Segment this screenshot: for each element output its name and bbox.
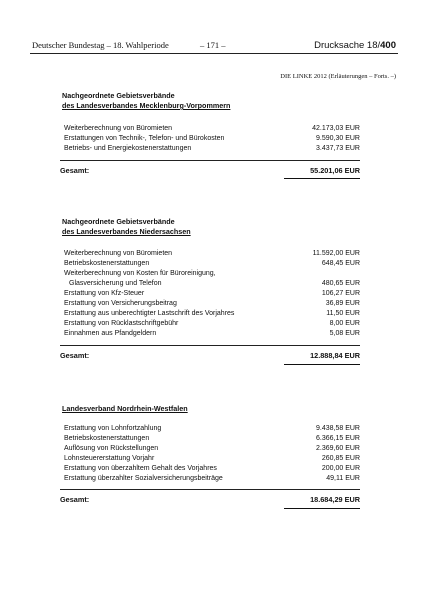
total-label: Gesamt: (60, 495, 90, 504)
item-label: Glasversicherung und Telefon (69, 280, 162, 287)
total-underline (284, 178, 360, 179)
document-number (314, 40, 396, 51)
section-title (62, 217, 191, 237)
item-label: Erstattung von Rücklastschriftgebühr (64, 320, 179, 327)
line-item (64, 319, 360, 329)
line-item (64, 464, 360, 474)
section-total (60, 350, 360, 362)
item-label: Auflösung von Rückstellungen (64, 445, 159, 452)
section-title-line1: Landesverband Nordrhein-Westfalen (62, 404, 188, 413)
item-label: Betriebskostenerstattungen (64, 260, 150, 267)
item-label: Weiterberechnung von Büromieten (64, 250, 173, 257)
line-item (64, 424, 360, 434)
item-amount: 36,89 EUR (325, 300, 360, 307)
line-item (64, 269, 360, 279)
section-total (60, 494, 360, 506)
item-label: Erstattung von überzahltem Gehalt des Vorjahres (64, 465, 217, 472)
item-amount: 2.369,60 EUR (316, 445, 360, 452)
item-amount: 648,45 EUR (321, 260, 360, 267)
section-title-line2: des Landesverbandes Mecklenburg-Vorpommern (62, 101, 231, 110)
item-label: Weiterberechnung von Kosten für Büroreinigung, (64, 270, 216, 277)
item-amount: 5,08 EUR (329, 330, 360, 337)
running-header-left: Deutscher Bundestag – 18. Wahlperiode (32, 40, 169, 50)
item-amount: 260,85 EUR (321, 455, 360, 462)
line-items (64, 124, 360, 154)
section-subheader: DIE LINKE 2012 (Erläuterungen – Forts. –) (280, 73, 396, 80)
item-amount: 200,00 EUR (321, 465, 360, 472)
item-label: Erstattung von Kfz-Steuer (64, 290, 145, 297)
section-divider (60, 345, 360, 346)
item-amount: 11.592,00 EUR (312, 250, 360, 257)
item-amount: 8,00 EUR (329, 320, 360, 327)
total-label: Gesamt: (60, 351, 90, 360)
line-item (64, 289, 360, 299)
section-title (62, 404, 188, 414)
item-amount: 11,50 EUR (326, 310, 360, 317)
section-total (60, 165, 360, 177)
line-item (64, 299, 360, 309)
line-item (64, 474, 360, 484)
line-item (64, 309, 360, 319)
line-item (64, 144, 360, 154)
line-items (64, 424, 360, 484)
item-label: Erstattung überzahlter Sozialversicherungsbeiträge (64, 475, 223, 482)
line-items (64, 249, 360, 339)
item-amount: 480,65 EUR (321, 280, 360, 287)
document-number-prefix: Drucksache 18/ (314, 40, 381, 51)
section-title-line1: Nachgeordnete Gebietsverbände (62, 91, 175, 100)
item-label: Weiterberechnung von Büromieten (64, 125, 173, 132)
page-number: – 171 – (200, 40, 226, 50)
item-amount: 9.590,30 EUR (316, 135, 360, 142)
total-underline (284, 364, 360, 365)
section-title-line2: des Landesverbandes Niedersachsen (62, 227, 191, 236)
item-amount: 9.438,58 EUR (316, 425, 360, 432)
total-label: Gesamt: (60, 166, 90, 175)
item-label: Einnahmen aus Pfandgeldern (64, 330, 157, 337)
line-item (64, 444, 360, 454)
item-amount: 49,11 EUR (326, 475, 360, 482)
item-label: Erstattungen von Technik-, Telefon- und Bürokosten (64, 135, 225, 142)
total-amount: 12.888,84 EUR (310, 351, 360, 360)
item-label: Betriebs- und Energiekostenerstattungen (64, 145, 192, 152)
line-item (64, 134, 360, 144)
item-label: Erstattung von Versicherungsbeitrag (64, 300, 177, 307)
line-item (64, 259, 360, 269)
item-label: Betriebskostenerstattungen (64, 435, 150, 442)
line-item (64, 434, 360, 444)
item-label: Erstattung von Lohnfortzahlung (64, 425, 162, 432)
document-number-value: 400 (380, 40, 396, 51)
item-label: Erstattung aus unberechtigter Lastschrift des Vorjahres (64, 310, 235, 317)
item-amount: 42.173,03 EUR (312, 125, 360, 132)
total-amount: 55.201,06 EUR (310, 166, 360, 175)
item-label: Lohnsteuererstattung Vorjahr (64, 455, 155, 462)
total-underline (284, 508, 360, 509)
line-item (64, 454, 360, 464)
item-amount: 3.437,73 EUR (316, 145, 360, 152)
line-item (64, 329, 360, 339)
section-title-line1: Nachgeordnete Gebietsverbände (62, 217, 175, 226)
section-divider (60, 489, 360, 490)
total-amount: 18.684,29 EUR (310, 495, 360, 504)
section-divider (60, 160, 360, 161)
header-rule (30, 53, 398, 54)
line-item (64, 279, 360, 289)
item-amount: 106,27 EUR (321, 290, 360, 297)
line-item (64, 124, 360, 134)
item-amount: 6.366,15 EUR (316, 435, 360, 442)
section-title (62, 91, 230, 111)
line-item (64, 249, 360, 259)
